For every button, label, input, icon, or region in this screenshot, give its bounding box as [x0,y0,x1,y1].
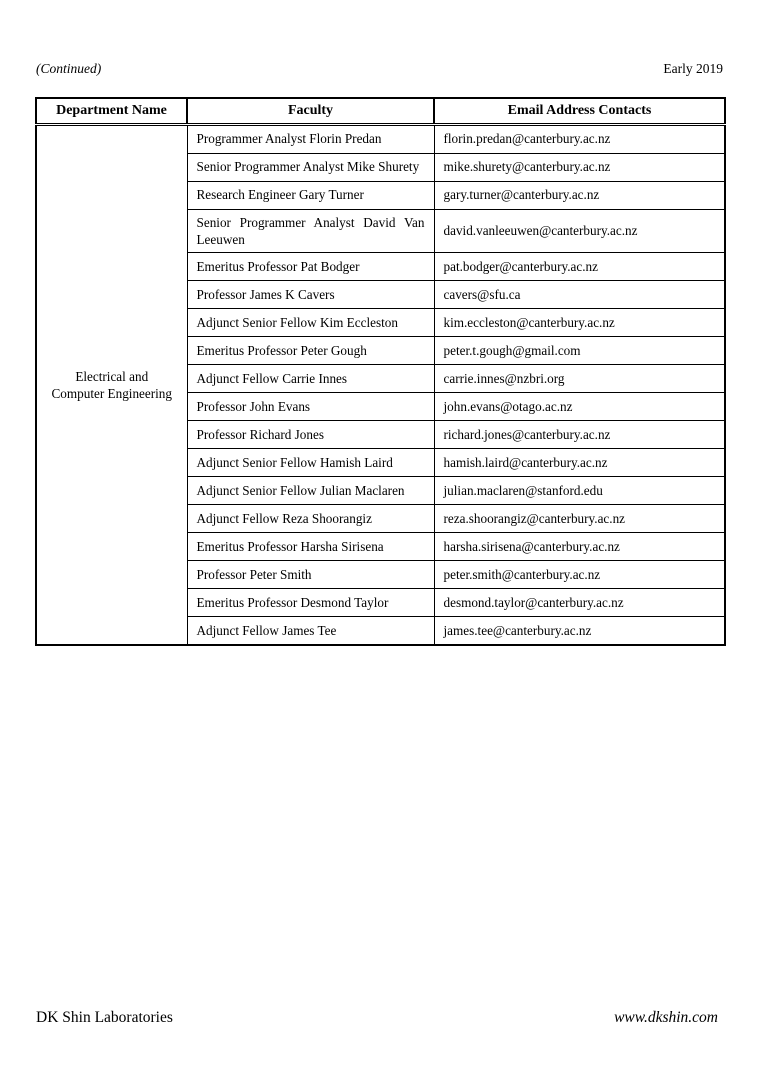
faculty-name-cell: Adjunct Fellow Reza Shoorangiz [187,504,434,532]
email-cell: pat.bodger@canterbury.ac.nz [434,252,725,280]
faculty-name-cell: Emeritus Professor Harsha Sirisena [187,532,434,560]
faculty-name-cell: Senior Programmer Analyst Mike Shurety [187,153,434,181]
faculty-name-cell: Professor Richard Jones [187,420,434,448]
faculty-name-cell: Adjunct Senior Fellow Kim Eccleston [187,308,434,336]
column-header-faculty: Faculty [187,98,434,124]
faculty-name-cell: Emeritus Professor Peter Gough [187,336,434,364]
email-cell: peter.t.gough@gmail.com [434,336,725,364]
email-cell: richard.jones@canterbury.ac.nz [434,420,725,448]
email-cell: florin.predan@canterbury.ac.nz [434,124,725,153]
faculty-name-cell: Senior Programmer Analyst David Van Leeuwen [187,209,434,252]
faculty-name-cell: Professor Peter Smith [187,560,434,588]
faculty-name-cell: Programmer Analyst Florin Predan [187,124,434,153]
department-cell [36,124,187,645]
column-header-email: Email Address Contacts [434,98,725,124]
faculty-name-cell: Adjunct Senior Fellow Hamish Laird [187,448,434,476]
email-cell: mike.shurety@canterbury.ac.nz [434,153,725,181]
email-cell: kim.eccleston@canterbury.ac.nz [434,308,725,336]
email-cell: cavers@sfu.ca [434,280,725,308]
department-name: Electrical and Computer Engineering [51,368,172,401]
edition-label: Early 2019 [663,61,723,76]
email-cell: harsha.sirisena@canterbury.ac.nz [434,532,725,560]
column-header-department: Department Name [36,98,187,124]
email-cell: desmond.taylor@canterbury.ac.nz [434,588,725,616]
faculty-name-cell: Emeritus Professor Desmond Taylor [187,588,434,616]
email-cell: john.evans@otago.ac.nz [434,392,725,420]
email-cell: carrie.innes@nzbri.org [434,364,725,392]
faculty-name-cell: Adjunct Senior Fellow Julian Maclaren [187,476,434,504]
table-header-row [36,98,725,124]
email-cell: david.vanleeuwen@canterbury.ac.nz [434,209,725,252]
page-footer [36,1009,718,1028]
footer-website: www.dkshin.com [614,1009,718,1026]
email-cell: hamish.laird@canterbury.ac.nz [434,448,725,476]
faculty-name-cell: Adjunct Fellow James Tee [187,616,434,645]
email-cell: julian.maclaren@stanford.edu [434,476,725,504]
faculty-table-body [36,124,725,645]
faculty-name-cell: Research Engineer Gary Turner [187,181,434,209]
email-cell: peter.smith@canterbury.ac.nz [434,560,725,588]
faculty-row [36,124,725,153]
faculty-name-cell: Emeritus Professor Pat Bodger [187,252,434,280]
faculty-name-cell: Professor James K Cavers [187,280,434,308]
email-cell: gary.turner@canterbury.ac.nz [434,181,725,209]
email-cell: reza.shoorangiz@canterbury.ac.nz [434,504,725,532]
faculty-contacts-table [35,97,726,646]
continued-label: (Continued) [36,61,102,76]
page-header [36,61,723,77]
faculty-name-cell: Adjunct Fellow Carrie Innes [187,364,434,392]
email-cell: james.tee@canterbury.ac.nz [434,616,725,645]
faculty-name-cell: Professor John Evans [187,392,434,420]
footer-company: DK Shin Laboratories [36,1009,173,1026]
